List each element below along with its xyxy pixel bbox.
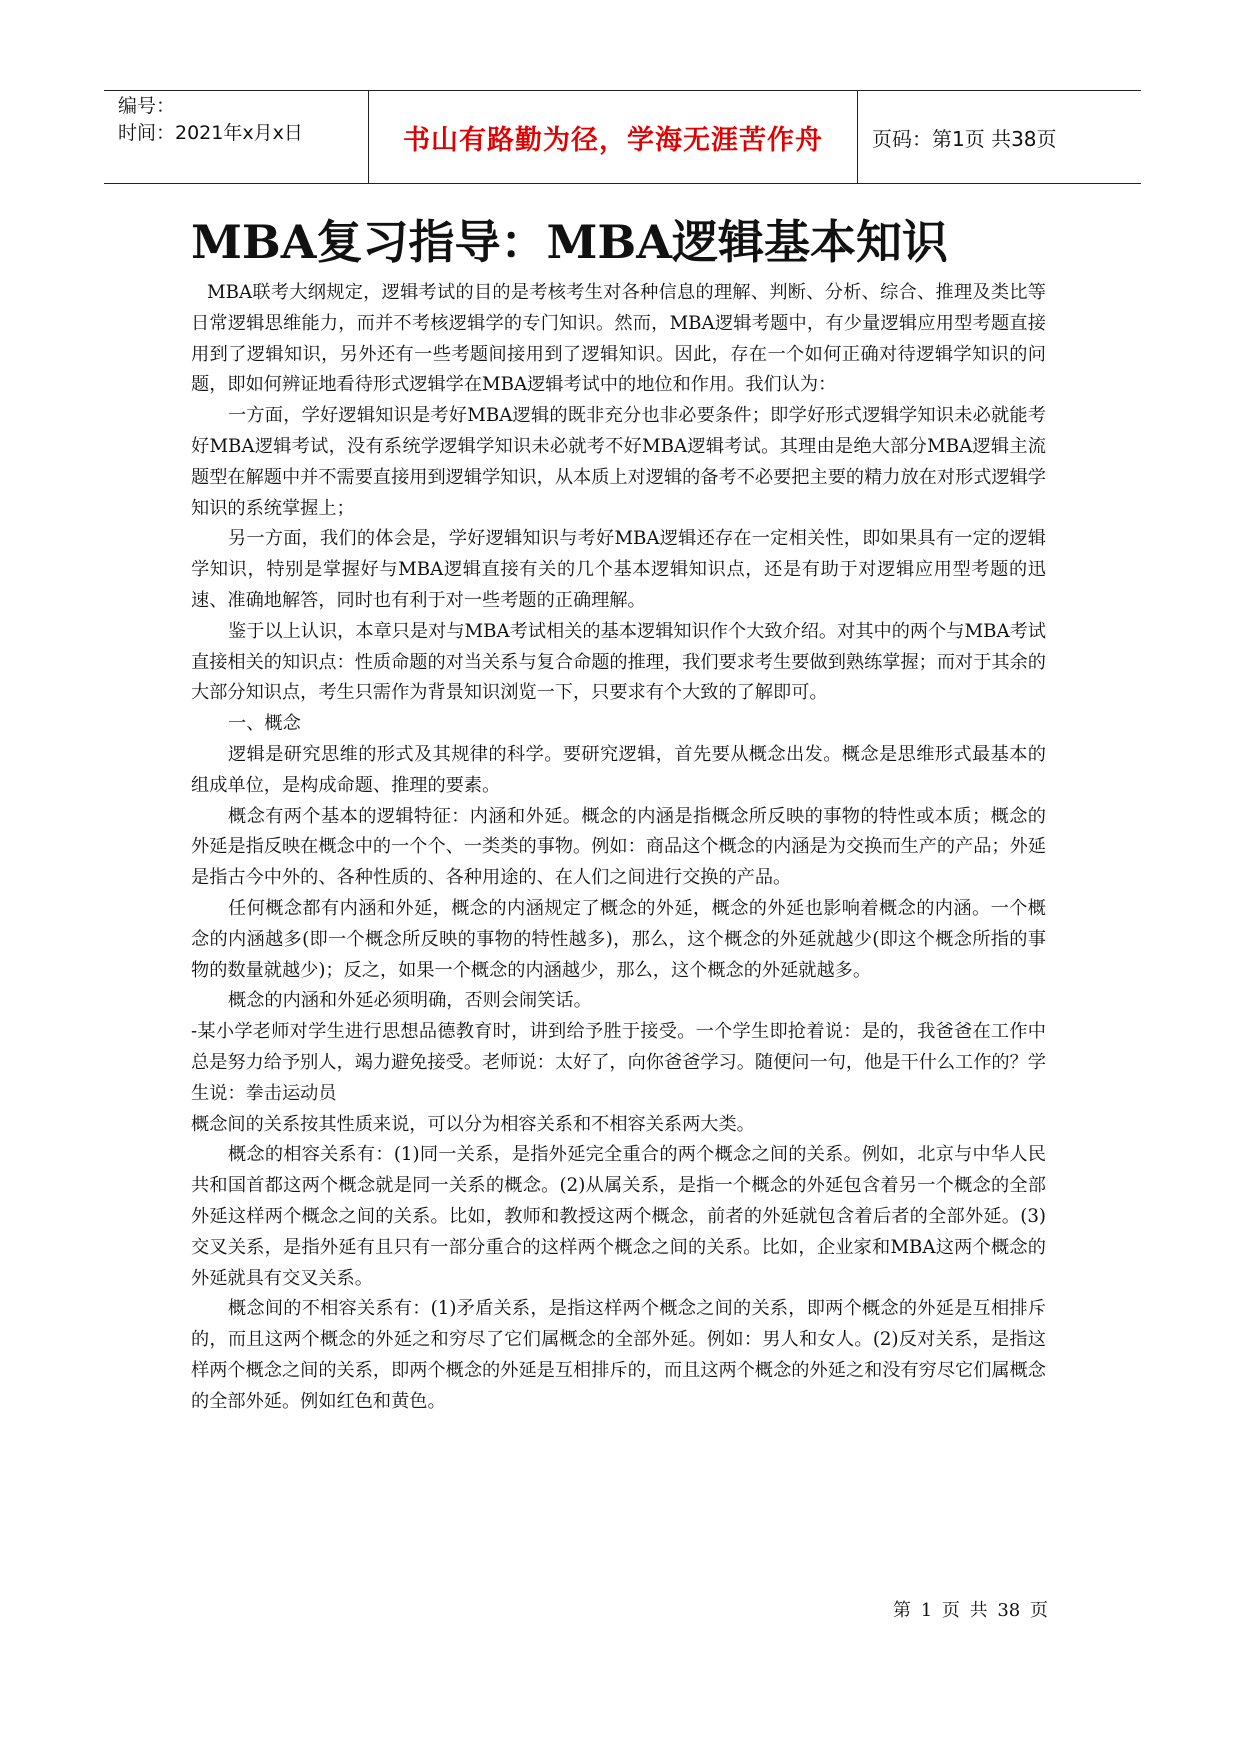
header-motto: 书山有路勤为径，学海无涯苦作舟 [368,91,858,183]
paragraph-inverse-relation: 任何概念都有内涵和外延，概念的内涵规定了概念的外延，概念的外延也影响着概念的内涵。一个概念的内涵越多(即一个概念所反映的事物的特性越多)，那么，这个概念的外延就越少(即这个概念所指的事物的数量就越少)；反之，如果一个概念的内涵越少，那么，这个概念的外延就越多。 [191,897,1046,981]
paragraph-scope: 鉴于以上认识，本章只是对与MBA考试相关的基本逻辑知识作个大致介绍。对其中的两个与MBA考试直接相关的知识点：性质命题的对当关系与复合命题的推理，我们要求考生要做到熟练掌握；而对于其余的大部分知识点，考生只需作为背景知识浏览一下，只要求有个大致的了解即可。 [191,620,1046,704]
document-title: MBA复习指导：MBA逻辑基本知识 [191,215,948,269]
paragraph-intension-extension: 概念有两个基本的逻辑特征：内涵和外延。概念的内涵是指概念所反映的事物的特性或本质；概念的外延是指反映在概念中的一个个、一类类的事物。例如：商品这个概念的内涵是为交换而生产的产品；外延是指古今中外的、各种性质的、各种用途的、在人们之间进行交换的产品。 [191,805,1046,889]
page-footer: 第 1 页 共 38 页 [893,1600,1048,1621]
time-label: 时间：2021年x月x日 [118,122,303,144]
paragraph-relation-types: 概念间的关系按其性质来说，可以分为相容关系和不相容关系两大类。 [191,1113,755,1135]
paragraph-must-be-clear: 概念的内涵和外延必须明确，否则会闹笑话。 [228,990,592,1012]
paragraph-other-hand: 另一方面，我们的体会是，学好逻辑知识与考好MBA逻辑还存在一定相关性，即如果具有一定的逻辑学知识，特别是掌握好与MBA逻辑直接有关的几个基本逻辑知识点，还是有助于对逻辑应用型考题的迅速、准确地解答，同时也有利于对一些考题的正确理解。 [191,528,1046,611]
paragraph-incompatible-relations: 概念间的不相容关系有：(1)矛盾关系，是指这样两个概念之间的关系，即两个概念的外延是互相排斥的，而且这两个概念的外延之和穷尽了它们属概念的全部外延。例如：男人和女人。(2)反对关系，是指这样两个概念之间的关系，即两个概念的外延是互相排斥的，而且这两个概念的外延之和没有穷尽它们属概念的全部外延。例如红色和黄色。 [191,1298,1046,1412]
header-meta [104,91,368,183]
section-heading-concept: 一、概念 [228,713,301,735]
number-label: 编号： [118,95,176,117]
paragraph-compatible-relations: 概念的相容关系有：(1)同一关系，是指外延完全重合的两个概念之间的关系。例如，北京与中华人民共和国首都这两个概念就是同一关系的概念。(2)从属关系，是指一个概念的外延包含着另一个概念的全部外延这样两个概念之间的关系。比如，教师和教授这两个概念，前者的外延就包含着后者的全部外延。(3)交叉关系，是指外延有且只有一部分重合的这样两个概念之间的关系。比如，企业家和MBA这两个概念的外延就具有交叉关系。 [191,1144,1046,1289]
paragraph-joke-example: -某小学老师对学生进行思想品德教育时，讲到给予胜于接受。一个学生即抢着说：是的，我爸爸在工作中总是努力给予别人，竭力避免接受。老师说：太好了，向你爸爸学习。随便问一句，他是干什么工作的？学生说：拳击运动员 [191,1021,1046,1104]
header-page-label: 页码：第1页 共38页 [872,126,1057,151]
paragraph-intro: MBA联考大纲规定，逻辑考试的目的是考核考生对各种信息的理解、判断、分析、综合、推理及类比等日常逻辑思维能力，而并不考核逻辑学的专门知识。然而，MBA逻辑考题中，有少量逻辑应用型考题直接用到了逻辑知识，另外还有一些考题间接用到了逻辑知识。因此，存在一个如何正确对待逻辑学知识的问题，即如何辨证地看待形式逻辑学在MBA逻辑考试中的地位和作用。我们认为： [191,282,1046,396]
document-body [191,278,1046,1417]
page-header [104,90,1141,184]
paragraph-logic-definition: 逻辑是研究思维的形式及其规律的科学。要研究逻辑，首先要从概念出发。概念是思维形式最基本的组成单位，是构成命题、推理的要素。 [191,743,1046,796]
paragraph-one-hand: 一方面，学好逻辑知识是考好MBA逻辑的既非充分也非必要条件；即学好形式逻辑学知识未必就能考好MBA逻辑考试，没有系统学逻辑学知识未必就考不好MBA逻辑考试。其理由是绝大部分MBA逻辑主流题型在解题中并不需要直接用到逻辑学知识，从本质上对逻辑的备考不必要把主要的精力放在对形式逻辑学知识的系统掌握上； [191,405,1046,519]
